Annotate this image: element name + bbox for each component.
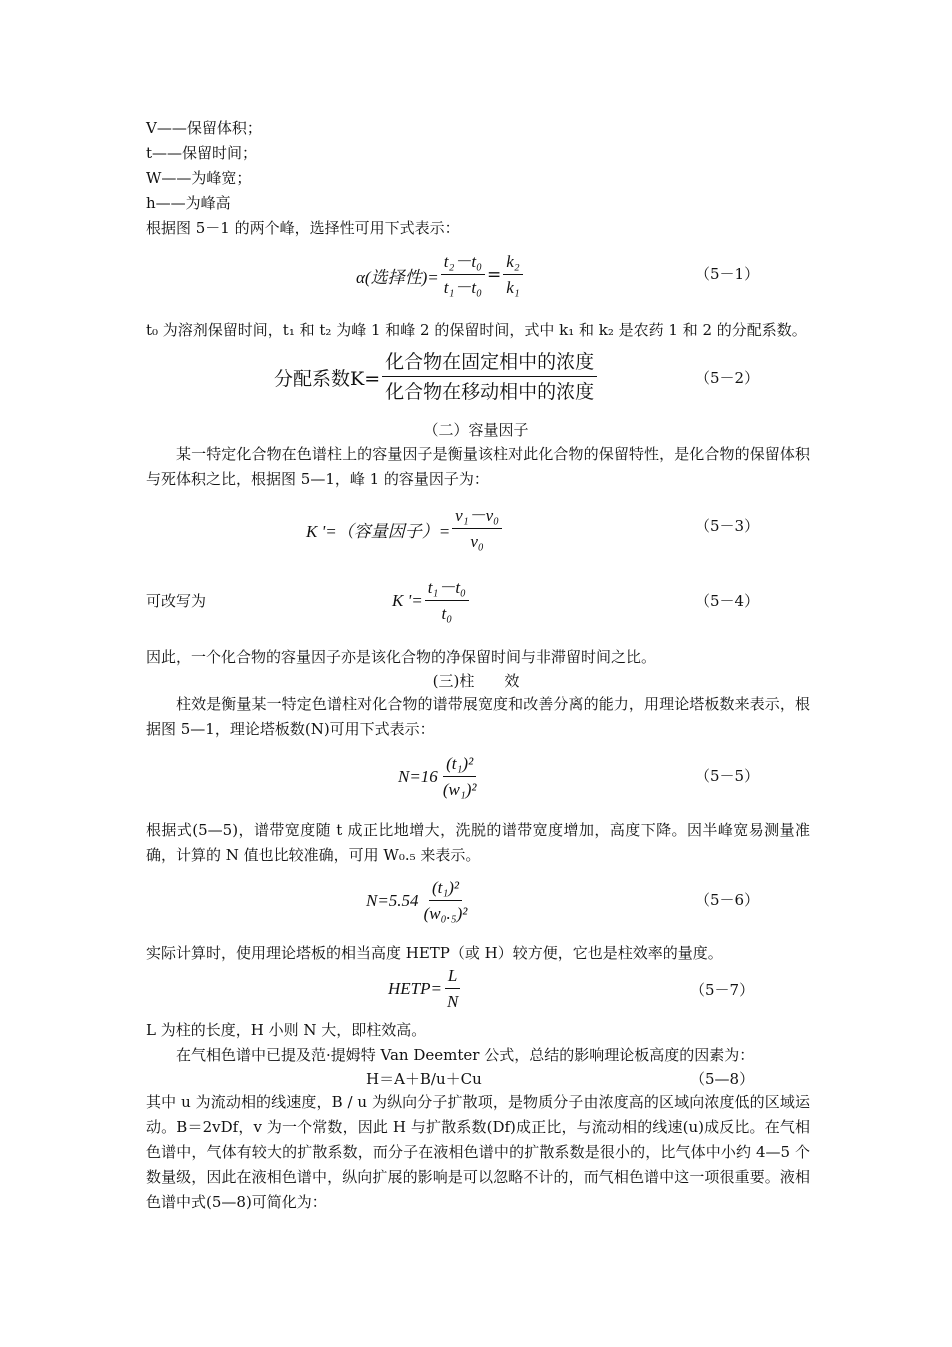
equation-5-4 [392, 578, 471, 624]
eq3-lhs: K '=（容量因子）= [306, 521, 451, 541]
equation-5-1 [356, 252, 525, 298]
eq7-denominator: N [446, 992, 459, 1011]
eq7-fraction [444, 966, 461, 1012]
eq2-numerator: 化合物在固定相中的浓度 [382, 350, 597, 377]
eq7-numerator: L [445, 966, 460, 989]
eq6-note: 实际计算时，使用理论塔板的相当高度 HETP（或 H）较方便，它也是柱效率的量度。 [146, 944, 723, 962]
eq2-lhs: 分配系数K= [274, 367, 381, 390]
definition-t: t——保留时间； [146, 144, 258, 162]
section-2-title: （二）容量因子 [423, 421, 529, 439]
eq4-lhs: K '= [392, 591, 423, 610]
eq4-denominator: t₀ [441, 604, 453, 623]
eq1-numerator: t₂－t₀ [441, 252, 485, 275]
eq6-denominator: (w₀.₅)² [423, 904, 468, 923]
eq1-lhs: α(选择性)= [356, 267, 439, 287]
eq1-numerator-2: k₂ [503, 252, 522, 275]
eq1-denominator-2: k₁ [506, 278, 520, 297]
definition-v: V——保留体积； [146, 119, 262, 137]
definition-w: W——为峰宽； [146, 169, 252, 187]
eq1-fraction-2 [503, 252, 522, 298]
eq6-lhs: N=5.54 [366, 891, 419, 910]
equation-5-8: H＝A＋B/u＋Cu [366, 1070, 482, 1088]
eq4-prefix: 可改写为 [146, 592, 207, 610]
eq3-fraction [452, 506, 502, 552]
eq5-lhs: N=16 [398, 767, 438, 786]
eq2-label: （5－2） [695, 369, 760, 387]
eq2-denominator: 化合物在移动相中的浓度 [385, 381, 595, 403]
equation-5-2 [274, 350, 599, 404]
selectivity-intro: 根据图 5－1 的两个峰，选择性可用下式表示： [146, 219, 460, 237]
eq8-label: （5—8） [690, 1070, 755, 1088]
eq3-numerator: v₁－v₀ [452, 506, 502, 529]
eq4-numerator: t₁－t₀ [425, 578, 469, 601]
eq6-numerator: (t₁)² [429, 878, 462, 901]
eq1-denominator: t₁－t₀ [443, 278, 482, 297]
equation-5-3 [306, 506, 504, 552]
section-3-paragraph: 柱效是衡量某一特定色谱柱对化合物的谱带展宽度和改善分离的能力，用理论塔板数来表示，根据图 5—1，理论塔板数(N)可用下式表示： [146, 695, 810, 738]
section-3-title: (三)柱 效 [432, 672, 520, 690]
equation-5-6 [366, 878, 472, 924]
eq1-label: （5－1） [695, 265, 760, 283]
eq6-label: （5－6） [695, 891, 760, 909]
eq1-note: t₀ 为溶剂保留时间，t₁ 和 t₂ 为峰 1 和峰 2 的保留时间，式中 k₁ 和 k₂ 是农药 1 和 2 的分配系数。 [146, 321, 807, 339]
eq1-equals: = [487, 265, 502, 285]
definition-h: h——为峰高 [146, 194, 231, 212]
eq7-lhs: HETP= [388, 979, 442, 998]
eq5-note: 根据式(5—5)，谱带宽度随 t 成正比地增大，洗脱的谱带宽度增加，高度下降。因半峰宽易测量准确，计算的 N 值也比较准确，可用 W₀.₅ 来表示。 [146, 821, 810, 864]
eq1-fraction-1 [441, 252, 485, 298]
eq5-denominator: (w₁)² [442, 780, 477, 799]
section-2-paragraph: 某一特定化合物在色谱柱上的容量因子是衡量该柱对此化合物的保留特性，是化合物的保留体积与死体积之比，根据图 5—1，峰 1 的容量因子为： [146, 445, 810, 488]
eq7-label: （5－7） [690, 981, 755, 999]
equation-5-5 [398, 754, 481, 800]
van-deemter-intro: 在气相色谱中已提及范·提姆特 Van Deemter 公式，总结的影响理论板高度的因素为： [176, 1046, 755, 1064]
eq7-note: L 为柱的长度，H 小则 N 大，即柱效高。 [146, 1021, 427, 1039]
eq2-fraction [382, 350, 597, 404]
eq4-fraction [425, 578, 469, 624]
eq3-denominator: v₀ [470, 532, 484, 551]
final-paragraph: 其中 u 为流动相的线速度，B / u 为纵向分子扩散项，是物质分子由浓度高的区域向浓度低的区域运动。B＝2vDf，v 为一个常数，因此 H 与扩散系数(Df)成正比，与流动相的线速(u)成反比。在气相色谱中，气体有较大的扩散系数，而分子在液相色谱中的扩散系数是很小的，比气体中小约 4—5 个数量级，因此在液相色谱中，纵向扩展的影响是可以忽略不计的，而气相色谱中这一项很重要。液相色谱中式(5—8)可简化为： [146, 1093, 810, 1211]
eq5-fraction [440, 754, 480, 800]
eq4-note: 因此，一个化合物的容量因子亦是该化合物的净保留时间与非滞留时间之比。 [146, 648, 657, 666]
eq5-numerator: (t₁)² [443, 754, 476, 777]
eq6-fraction [421, 878, 471, 924]
equation-5-7 [388, 966, 463, 1012]
eq5-label: （5－5） [695, 767, 760, 785]
eq4-label: （5－4） [695, 592, 760, 610]
eq3-label: （5－3） [695, 517, 760, 535]
